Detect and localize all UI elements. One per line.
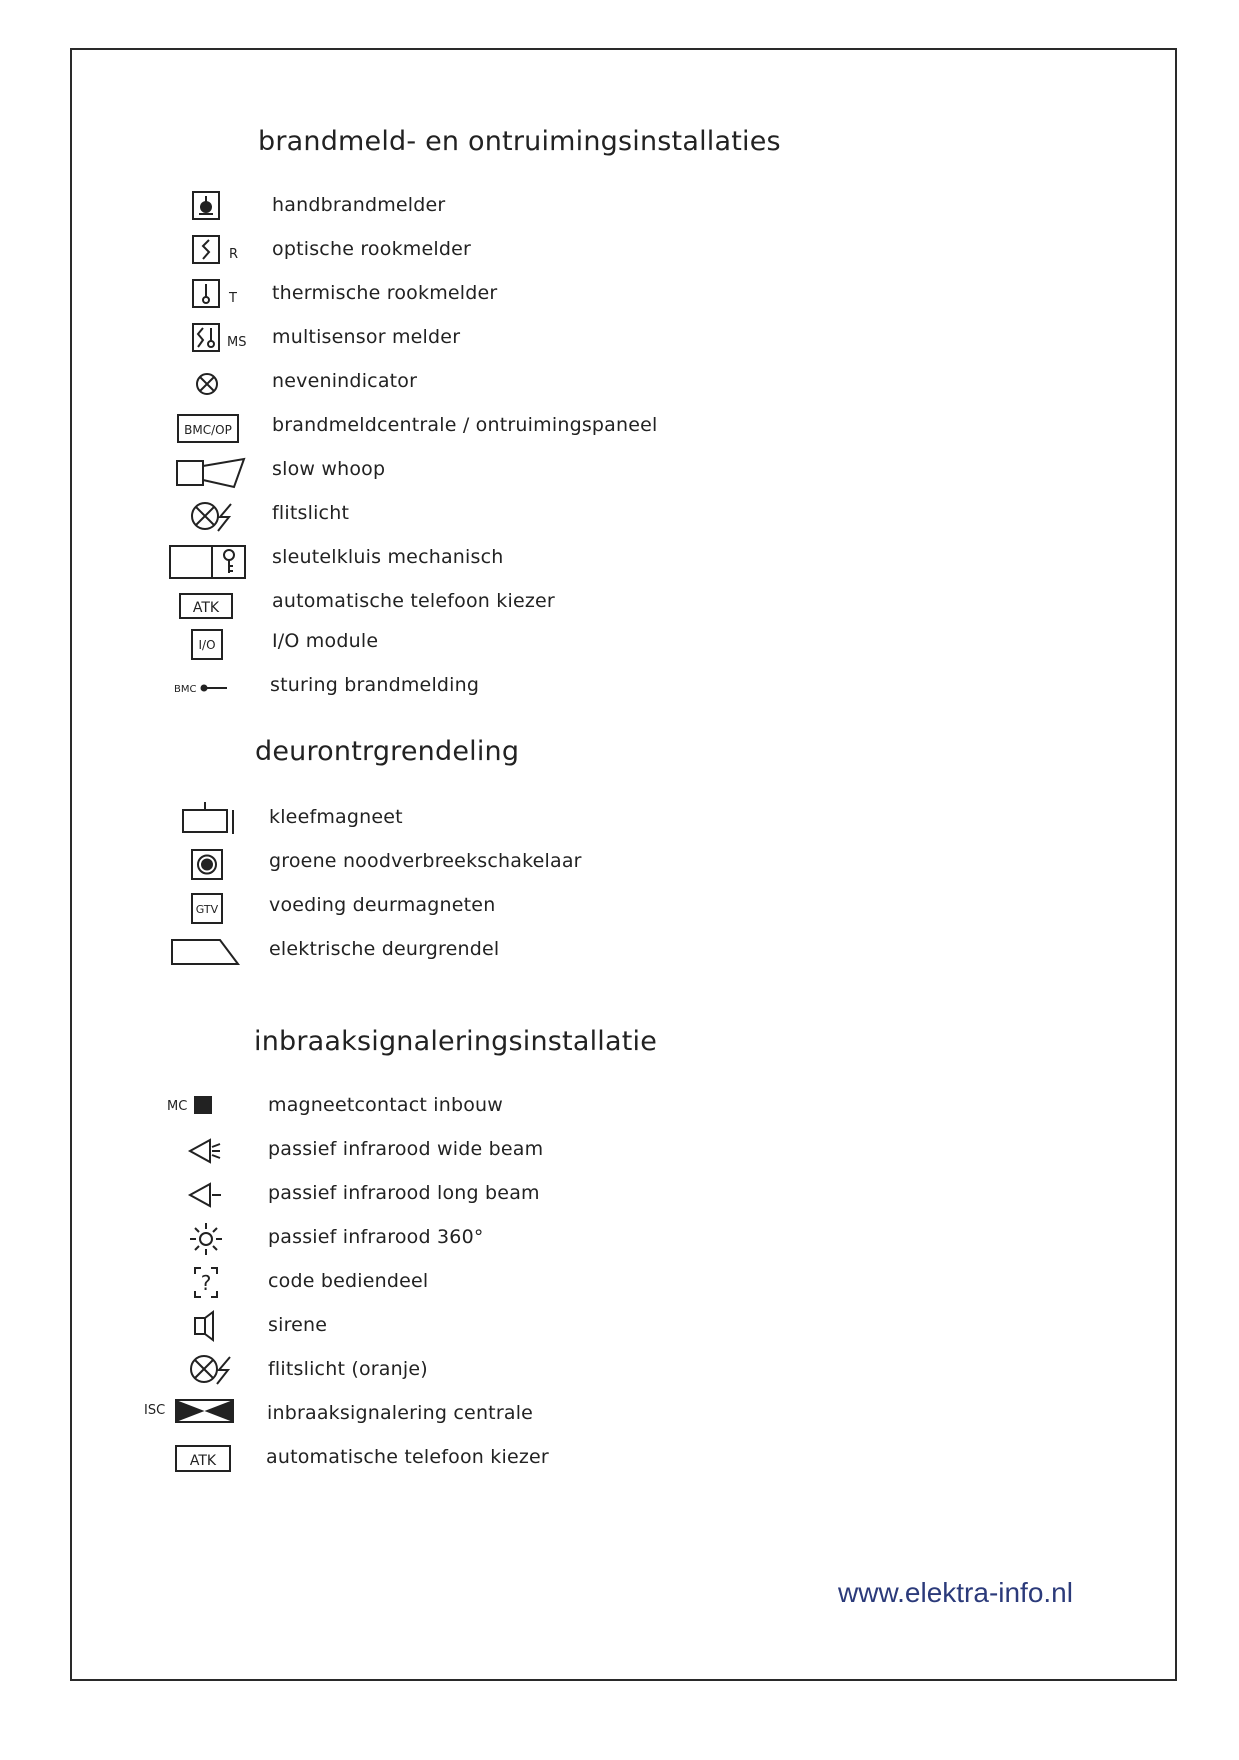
siren-icon (190, 1310, 226, 1344)
emergency-release-button-icon (190, 848, 226, 882)
symbol-letter: T (229, 291, 237, 306)
fire-alarm-panel-icon (176, 413, 242, 445)
list-item-label: groene noodverbreekschakelaar (269, 850, 582, 872)
thermal-detector-icon (190, 278, 250, 310)
list-item-label: flitslicht (oranje) (268, 1358, 428, 1380)
symbol-letter: MS (227, 335, 247, 350)
indicator-lamp-icon (194, 371, 224, 401)
list-item-label: thermische rookmelder (272, 282, 498, 304)
symbol-text: I/O (198, 638, 216, 652)
pir-wide-beam-icon (186, 1136, 226, 1166)
list-item-label: I/O module (272, 630, 379, 652)
io-module-icon (190, 628, 226, 662)
door-magnet-icon (180, 800, 238, 840)
list-item-label: optische rookmelder (272, 238, 472, 260)
list-item-label: sirene (268, 1314, 328, 1336)
list-item-label: passief infrarood wide beam (268, 1138, 544, 1160)
list-item-label: slow whoop (272, 458, 386, 480)
pir-360-icon (186, 1220, 226, 1258)
door-magnet-power-supply-icon (190, 892, 226, 926)
symbol-text: BMC/OP (184, 423, 232, 437)
list-item-label: code bediendeel (268, 1270, 429, 1292)
magnetic-contact-icon (166, 1093, 226, 1119)
list-item-label: passief infrarood long beam (268, 1182, 540, 1204)
symbol-text: BMC (174, 684, 197, 695)
list-item-label: passief infrarood 360° (268, 1226, 484, 1248)
multisensor-detector-icon (190, 322, 260, 354)
intrusion-panel-icon (142, 1396, 238, 1428)
section-title-intrusion: inbraaksignaleringsinstallatie (254, 1026, 658, 1057)
symbol-text: ISC (144, 1403, 166, 1418)
flash-light-icon (189, 499, 239, 535)
list-item-label: nevenindicator (272, 370, 418, 392)
symbol-text: ATK (189, 1453, 217, 1469)
list-item-label: magneetcontact inbouw (268, 1094, 504, 1116)
list-item-label: flitslicht (272, 502, 350, 524)
key-safe-icon (168, 543, 252, 581)
symbol-text: MC (167, 1099, 188, 1114)
symbol-text: ATK (192, 600, 220, 616)
fire-signal-control-icon (172, 678, 236, 698)
footer-url-link[interactable]: www.elektra-info.nl (838, 1577, 1073, 1608)
manual-call-point-icon (190, 190, 230, 222)
section-title-door-release: deurontrgrendeling (255, 736, 520, 767)
symbol-letter: R (229, 247, 239, 262)
list-item-label: brandmeldcentrale / ontruimingspaneel (272, 414, 658, 436)
list-item-label: inbraaksignalering centrale (267, 1402, 534, 1424)
optical-smoke-detector-icon (190, 234, 250, 266)
auto-dialer-icon (174, 1444, 234, 1476)
pir-long-beam-icon (186, 1180, 226, 1210)
list-item-label: sleutelkluis mechanisch (272, 546, 504, 568)
list-item-label: automatische telefoon kiezer (266, 1446, 549, 1468)
symbol-text: GTV (195, 903, 219, 916)
list-item-label: automatische telefoon kiezer (272, 590, 555, 612)
list-item-label: multisensor melder (272, 326, 461, 348)
list-item-label: elektrische deurgrendel (269, 938, 500, 960)
horn-icon (174, 456, 254, 490)
list-item-label: voeding deurmagneten (269, 894, 496, 916)
list-item-label: kleefmagneet (269, 806, 403, 828)
list-item-label: handbrandmelder (272, 194, 446, 216)
electric-door-lock-icon (170, 936, 244, 970)
symbol-text: ? (200, 1271, 212, 1295)
auto-dialer-icon (178, 592, 236, 622)
flash-light-icon (188, 1352, 238, 1388)
code-keypad-icon (186, 1264, 226, 1302)
section-title-fire-alarm: brandmeld- en ontruimingsinstallaties (258, 126, 781, 157)
list-item-label: sturing brandmelding (270, 674, 480, 696)
